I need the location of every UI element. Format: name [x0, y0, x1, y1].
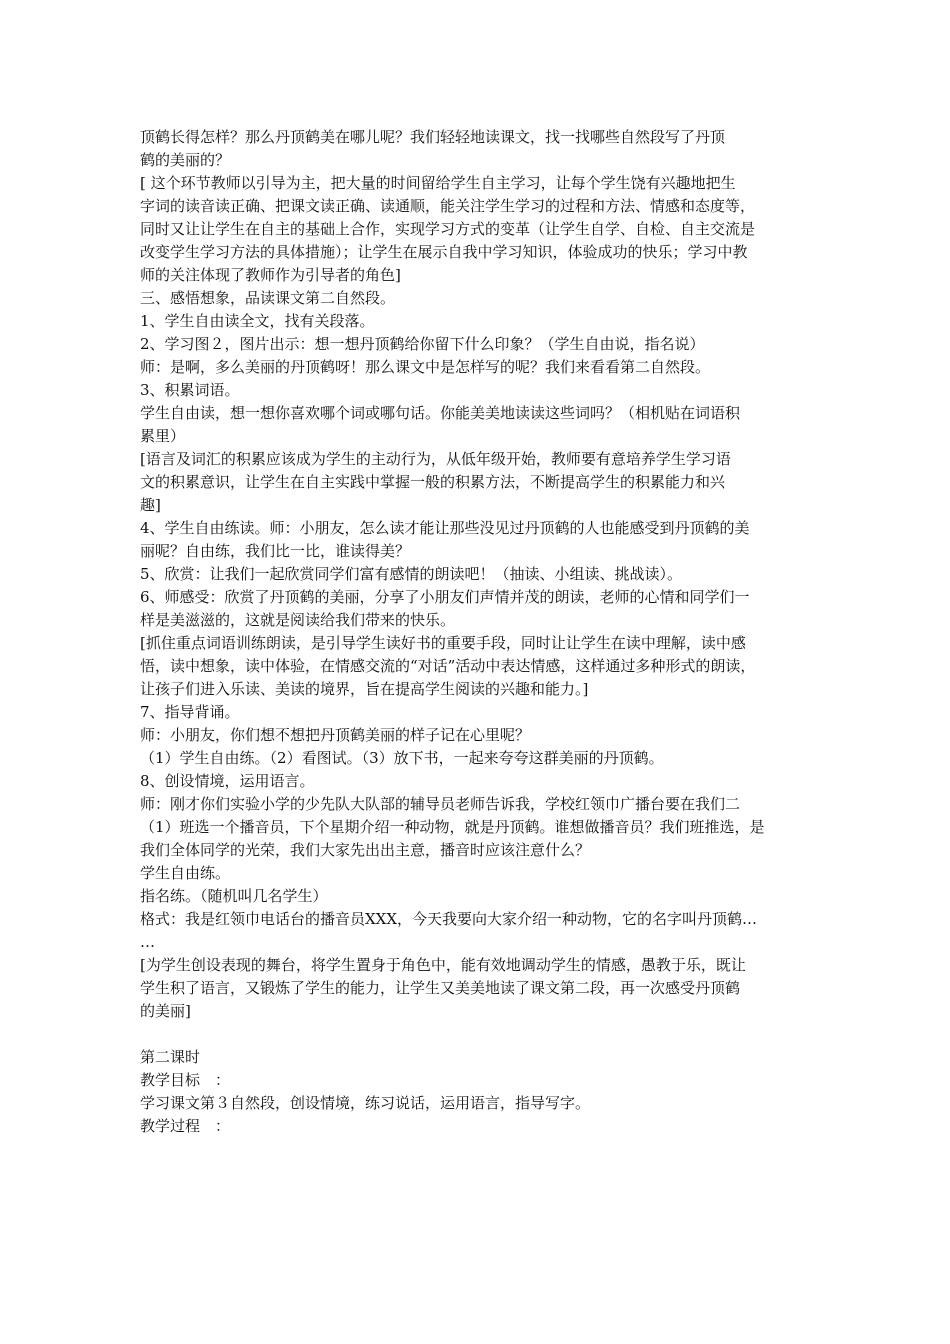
text-line: 8、创设情境，运用语言。 — [140, 772, 315, 790]
text-line: 7、指导背诵。 — [140, 703, 240, 721]
text-line: 我们全体同学的光荣，我们大家先出出主意，播音时应该注意什么？ — [140, 841, 591, 859]
text-line: 学生自由练。 — [140, 864, 231, 882]
text-line: 2、学习图２，图片出示：想一想丹顶鹤给你留下什么印象？（学生自由说，指名说） — [140, 335, 705, 353]
text-line: 样是美滋滋的，这就是阅读给我们带来的快乐。 — [140, 611, 456, 629]
text-line: 悟，读中想象，读中体验，在情感交流的“对话”活动中表达情感，这样通过多种形式的朗读， — [140, 657, 756, 675]
text-line: 师：刚才你们实验小学的少先队大队部的辅导员老师告诉我，学校红领巾广播台要在我们二 — [140, 795, 741, 813]
document-page — [140, 126, 818, 1138]
text-line: 教学目标 ： — [140, 1071, 231, 1089]
text-line: 1、学生自由读全文，找有关段落。 — [140, 312, 375, 330]
text-line: 学生自由读，想一想你喜欢哪个词或哪句话。你能美美地读读这些词吗？（相机贴在词语积 — [140, 404, 741, 422]
section-heading: 第二课时 — [140, 1048, 201, 1066]
text-line: 教学过程 ： — [140, 1117, 231, 1135]
text-line: 3、积累词语。 — [140, 381, 240, 399]
text-line: [ 这个环节教师以引导为主，把大量的时间留给学生自主学习，让每个学生饶有兴趣地把生 — [140, 174, 736, 192]
text-line: 师：是啊，多么美丽的丹顶鹤呀！那么课文中是怎样写的呢？我们来看看第二自然段。 — [140, 358, 711, 376]
text-line: 字词的读音读正确、把课文读正确、读通顺，能关注学生学习的过程和方法、情感和态度等， — [140, 197, 756, 215]
text-line: 6、师感受：欣赏了丹顶鹤的美丽，分享了小朋友们声情并茂的朗读，老师的心情和同学们一 — [140, 588, 750, 606]
text-line: 改变学生学习方法的具体措施）；让学生在展示自我中学习知识，体验成功的快乐；学习中教 — [140, 243, 748, 261]
text-line: 师：小朋友，你们想不想把丹顶鹤美丽的样子记在心里呢？ — [140, 726, 531, 744]
blank-line — [140, 1023, 818, 1046]
text-line: 顶鹤长得怎样？那么丹顶鹤美在哪儿呢？我们轻轻地读课文，找一找哪些自然段写了丹顶 — [140, 128, 726, 146]
text-line: 指名练。（随机叫几名学生） — [140, 887, 328, 905]
text-line: （1）学生自由练。（2）看图试。（3）放下书，一起来夸夸这群美丽的丹顶鹤。 — [140, 749, 664, 767]
text-line: （1）班选一个播音员，下个星期介绍一种动物，就是丹顶鹤。谁想做播音员？我们班推选，是 — [140, 818, 765, 836]
text-line: 鹤的美丽的？ — [140, 151, 231, 169]
text-line: 让孩子们进入乐读、美读的境界，旨在提高学生阅读的兴趣和能力。] — [140, 680, 589, 698]
text-line: 4、学生自由练读。师：小朋友，怎么读才能让那些没见过丹顶鹤的人也能感受到丹顶鹤的美 — [140, 519, 750, 537]
text-line: [语言及词汇的积累应该成为学生的主动行为，从低年级开始，教师要有意培养学生学习语 — [140, 450, 731, 468]
text-line: … — [140, 933, 155, 951]
text-line: 文的积累意识，让学生在自主实践中掌握一般的积累方法，不断提高学生的积累能力和兴 — [140, 473, 726, 491]
text-line: [为学生创设表现的舞台，将学生置身于角色中，能有效地调动学生的情感，愚教于乐，既让 — [140, 956, 746, 974]
section-heading: 三、感悟想象，品读课文第二自然段。 — [140, 289, 396, 307]
text-line: 同时又让让学生在自主的基础上合作，实现学习方式的变革（让学生自学、自检、自主交流是 — [140, 220, 756, 238]
text-line: 趣] — [140, 496, 161, 514]
text-line: 累里） — [140, 427, 186, 445]
text-line: 的美丽] — [140, 1002, 191, 1020]
text-line: 学习课文第３自然段，创设情境，练习说话，运用语言，指导写字。 — [140, 1094, 591, 1112]
text-line: [抓住重点词语训练朗读，是引导学生读好书的重要手段，同时让让学生在读中理解，读中感 — [140, 634, 746, 652]
text-line: 学生积了语言，又锻炼了学生的能力，让学生又美美地读了课文第二段，再一次感受丹顶鹤 — [140, 979, 741, 997]
text-line: 格式：我是红领巾电话台的播音员XXX，今天我要向大家介绍一种动物，它的名字叫丹顶鹤… — [140, 910, 758, 928]
text-line: 5、欣赏：让我们一起欣赏同学们富有感情的朗读吧！（抽读、小组读、挑战读）。 — [140, 565, 683, 583]
text-line: 丽呢？自由练，我们比一比，谁读得美？ — [140, 542, 411, 560]
text-line: 师的关注体现了教师作为引导者的角色] — [140, 266, 401, 284]
